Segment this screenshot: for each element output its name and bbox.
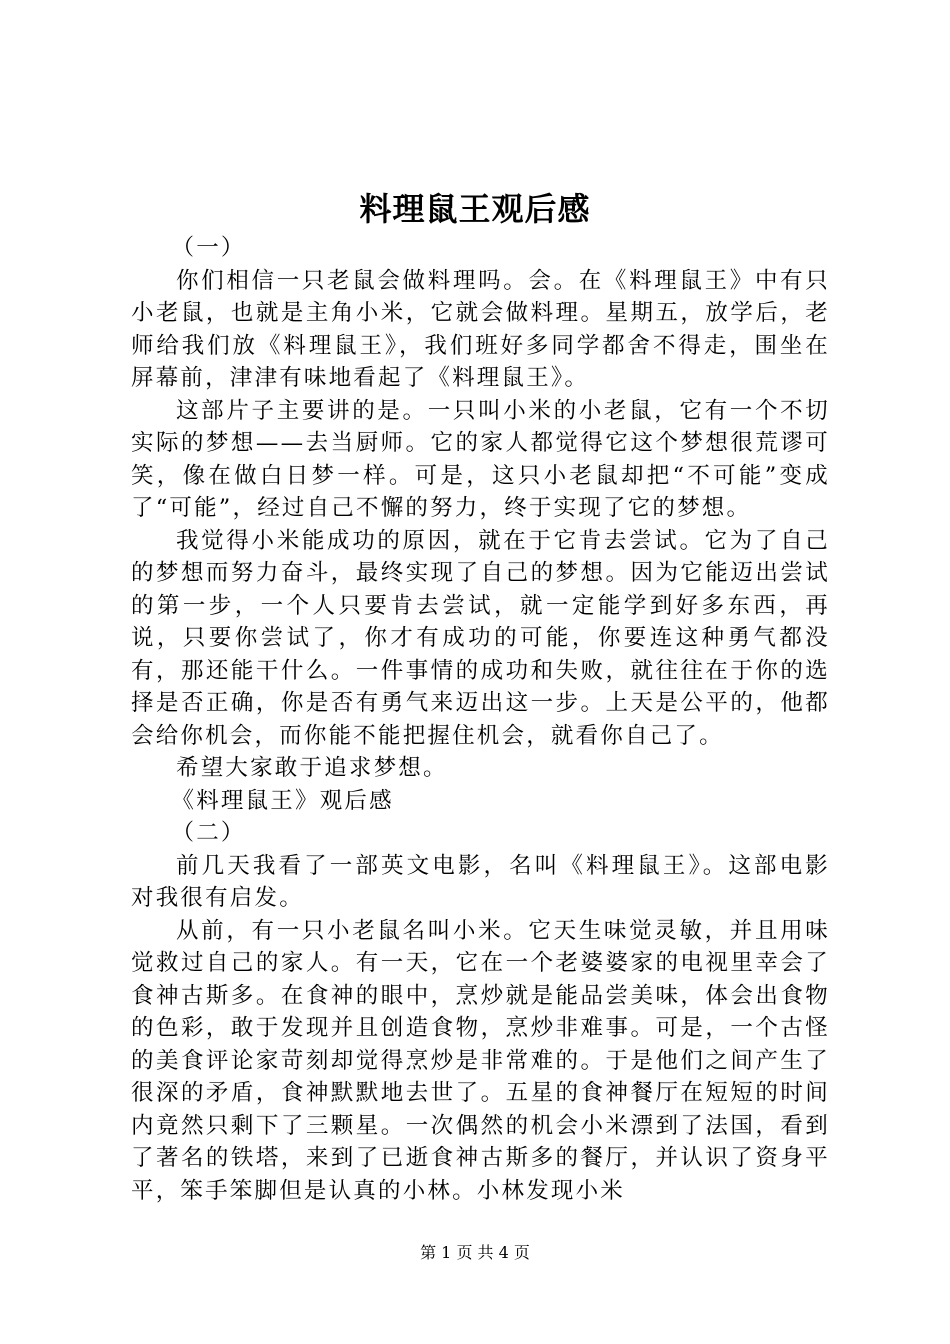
paragraph: 这部片子主要讲的是。一只叫小米的小老鼠，它有一个不切实际的梦想——去当厨师。它的家人都觉得它这个梦想很荒谬可笑，像在做白日梦一样。可是，这只小老鼠却把“不可能”变成了“可能”，经过自己不懈的努力，终于实现了它的梦想。	[131, 397, 830, 521]
paragraph: 从前，有一只小老鼠名叫小米。它天生味觉灵敏，并且用味觉救过自己的家人。有一天，它在一个老婆婆家的电视里幸会了食神古斯多。在食神的眼中，烹炒就是能品尝美味，体会出食物的色彩，敢于发现并且创造食物，烹炒非难事。可是，一个古怪的美食评论家苛刻却觉得烹炒是非常难的。于是他们之间产生了很深的矛盾，食神默默地去世了。五星的食神餐厅在短短的时间内竟然只剩下了三颗星。一次偶然的机会小米漂到了法国，看到了著名的铁塔，来到了已逝食神古斯多的餐厅，并认识了资身平平，笨手笨脚但是认真的小林。小林发现小米	[131, 917, 830, 1204]
paragraph: 你们相信一只老鼠会做料理吗。会。在《料理鼠王》中有只小老鼠，也就是主角小米，它就会做料理。星期五，放学后，老师给我们放《料理鼠王》，我们班好多同学都舍不得走，围坐在屏幕前，津津有味地看起了《料理鼠王》。	[131, 267, 830, 391]
section-marker-1: （一）	[171, 235, 246, 261]
document-title: 料理鼠王观后感	[359, 190, 591, 228]
subtitle: 《料理鼠王》观后感	[171, 787, 394, 814]
paragraph: 希望大家敢于追求梦想。	[176, 755, 448, 781]
paragraph: 我觉得小米能成功的原因，就在于它肯去尝试。它为了自己的梦想而努力奋斗，最终实现了自己的梦想。因为它能迈出尝试的第一步，一个人只要肯去尝试，就一定能学到好多东西，再说，只要你尝试了，你才有成功的可能，你要连这种勇气都没有，那还能干什么。一件事情的成功和失败，就往往在于你的选择是否正确，你是否有勇气来迈出这一步。上天是公平的，他都会给你机会，而你能不能把握住机会，就看你自己了。	[131, 527, 830, 749]
document-body	[131, 232, 830, 1207]
page-footer: 第 1 页 共 4 页	[420, 1243, 530, 1262]
paragraph: 前几天我看了一部英文电影，名叫《料理鼠王》。这部电影对我很有启发。	[131, 852, 830, 911]
section-marker-2: （二）	[171, 820, 246, 846]
